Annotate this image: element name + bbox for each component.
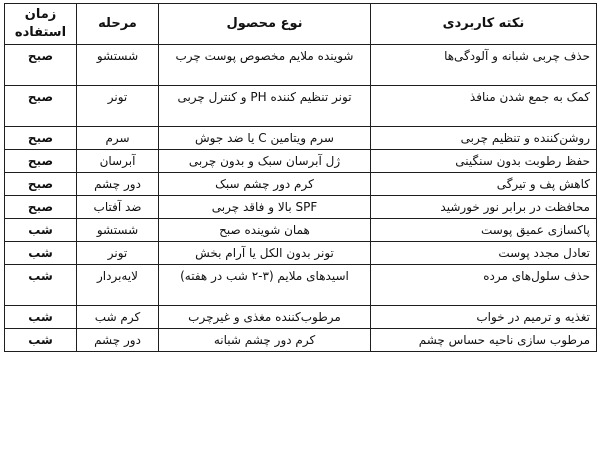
cell-tip: تغذیه و ترمیم در خواب bbox=[371, 306, 597, 329]
table-row bbox=[5, 196, 597, 219]
cell-time: شب bbox=[5, 306, 77, 329]
cell-stage: شستشو bbox=[77, 45, 159, 86]
cell-product: SPF بالا و فاقد چربی bbox=[159, 196, 371, 219]
cell-tip: محافظت در برابر نور خورشید bbox=[371, 196, 597, 219]
table-row bbox=[5, 127, 597, 150]
table-header-row bbox=[5, 4, 597, 45]
table-row bbox=[5, 86, 597, 127]
cell-product: اسیدهای ملایم (۳-۲ شب در هفته) bbox=[159, 265, 371, 306]
cell-time: شب bbox=[5, 329, 77, 352]
cell-product: کرم دور چشم سبک bbox=[159, 173, 371, 196]
cell-time: صبح bbox=[5, 150, 77, 173]
cell-product: مرطوب‌کننده مغذی و غیرچرب bbox=[159, 306, 371, 329]
cell-time: صبح bbox=[5, 45, 77, 86]
cell-stage: کرم شب bbox=[77, 306, 159, 329]
cell-tip: حفظ رطوبت بدون سنگینی bbox=[371, 150, 597, 173]
table-row bbox=[5, 173, 597, 196]
cell-tip: حذف سلول‌های مرده bbox=[371, 265, 597, 306]
cell-stage: تونر bbox=[77, 86, 159, 127]
table-row bbox=[5, 306, 597, 329]
cell-stage: سرم bbox=[77, 127, 159, 150]
cell-tip: تعادل مجدد پوست bbox=[371, 242, 597, 265]
cell-time: شب bbox=[5, 242, 77, 265]
cell-product: سرم ویتامین C یا ضد جوش bbox=[159, 127, 371, 150]
cell-tip: کاهش پف و تیرگی bbox=[371, 173, 597, 196]
table-row bbox=[5, 45, 597, 86]
cell-time: شب bbox=[5, 219, 77, 242]
header-tip: نکته کاربردی bbox=[371, 4, 597, 45]
cell-tip: روشن‌کننده و تنظیم چربی bbox=[371, 127, 597, 150]
header-stage: مرحله bbox=[77, 4, 159, 45]
cell-stage: ضد آفتاب bbox=[77, 196, 159, 219]
table-row bbox=[5, 265, 597, 306]
cell-stage: شستشو bbox=[77, 219, 159, 242]
skincare-routine-table bbox=[4, 3, 597, 352]
cell-time: صبح bbox=[5, 196, 77, 219]
cell-tip: پاکسازی عمیق پوست bbox=[371, 219, 597, 242]
cell-time: صبح bbox=[5, 127, 77, 150]
cell-tip: مرطوب سازی ناحیه حساس چشم bbox=[371, 329, 597, 352]
cell-stage: لایه‌بردار bbox=[77, 265, 159, 306]
cell-product: ژل آبرسان سبک و بدون چربی bbox=[159, 150, 371, 173]
cell-stage: دور چشم bbox=[77, 173, 159, 196]
cell-time: شب bbox=[5, 265, 77, 306]
cell-product: تونر تنظیم کننده PH و کنترل چربی bbox=[159, 86, 371, 127]
cell-stage: آبرسان bbox=[77, 150, 159, 173]
header-time: زمان استفاده bbox=[5, 4, 77, 45]
table-row bbox=[5, 329, 597, 352]
cell-time: صبح bbox=[5, 86, 77, 127]
cell-time: صبح bbox=[5, 173, 77, 196]
table-row bbox=[5, 150, 597, 173]
cell-product: کرم دور چشم شبانه bbox=[159, 329, 371, 352]
cell-tip: کمک به جمع شدن منافذ bbox=[371, 86, 597, 127]
table-row bbox=[5, 242, 597, 265]
cell-product: تونر بدون الکل یا آرام بخش bbox=[159, 242, 371, 265]
cell-stage: دور چشم bbox=[77, 329, 159, 352]
header-product: نوع محصول bbox=[159, 4, 371, 45]
cell-tip: حذف چربی شبانه و آلودگی‌ها bbox=[371, 45, 597, 86]
cell-product: شوینده ملایم مخصوص پوست چرب bbox=[159, 45, 371, 86]
cell-product: همان شوینده صبح bbox=[159, 219, 371, 242]
cell-stage: تونر bbox=[77, 242, 159, 265]
table-row bbox=[5, 219, 597, 242]
